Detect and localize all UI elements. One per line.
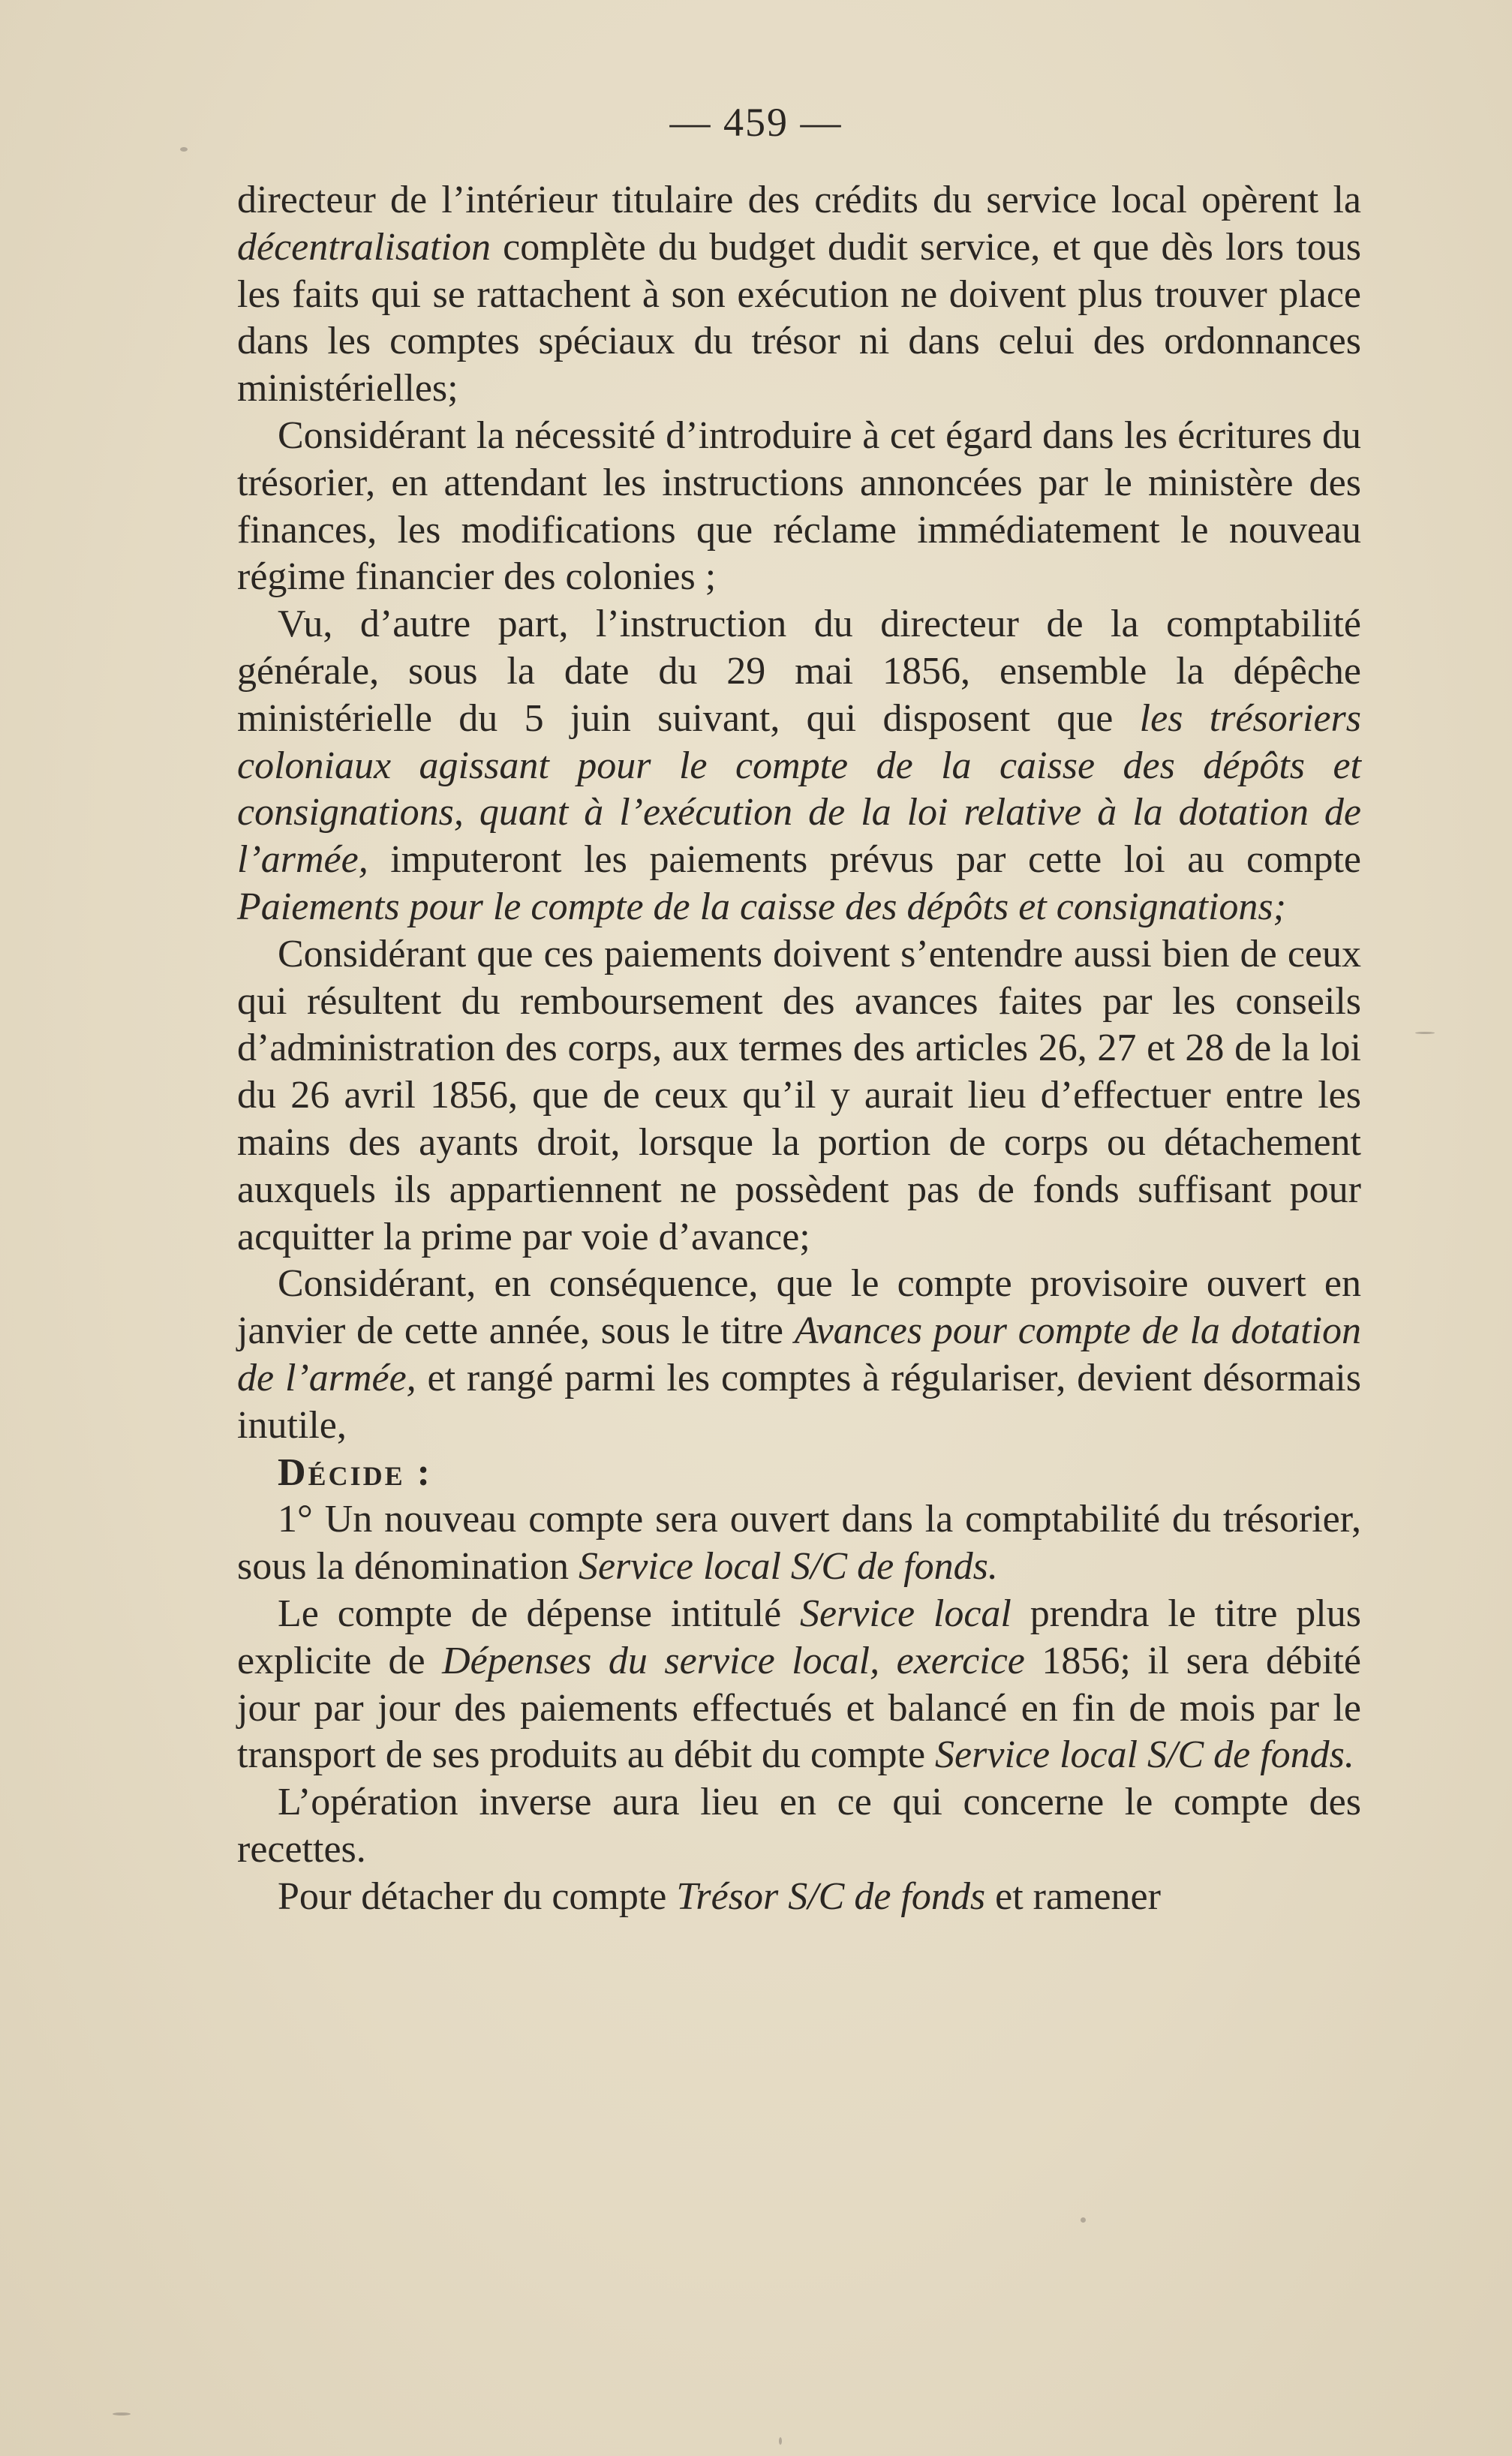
text-run: directeur de l’intérieur titulaire des crédits du service local opèrent la (237, 179, 1361, 221)
text-run: 1856; il sera débité jour par jour des paiements effectués et balancé en fin de mois par le transport de ses produits au débit du compte (237, 1639, 1362, 1777)
paragraph-6 (237, 1496, 1361, 1591)
paragraph-4: Considérant que ces paiements doivent s’entendre aussi bien de ceux qui résultent du remboursement des avances faites par les conseils d’administration des corps, aux termes des articles 26, 27 et 28 de la loi du 26 avril 1856, que de ceux qu’il y aurait lieu d’effectuer entre les mains des ayants droit, lorsque la portion de corps ou détachement auxquels ils appartiennent ne possèdent pas de fonds suffisant pour acquitter la prime par voie d’avance; (237, 932, 1361, 1258)
paper-speck (1081, 2217, 1086, 2223)
text-run: imputeront les paiements prévus par cette loi au compte (368, 838, 1361, 882)
text-run: et rangé parmi les comptes à régulariser, devient désormais inutile, (237, 1356, 1361, 1447)
text-run: prendra le titre plus explicite de (237, 1592, 1361, 1682)
italic-run: Service local S/C de fonds. (578, 1545, 998, 1589)
paper-speck (779, 2437, 782, 2445)
paper-speck (1415, 1032, 1435, 1034)
paragraph-8: L’opération inverse aura lieu en ce qui concerne le compte des recettes. (237, 1781, 1361, 1871)
paper-speck (113, 2412, 131, 2415)
italic-run: décentralisation (237, 225, 491, 269)
paragraph-7 (237, 1591, 1361, 1779)
italic-run: Dépenses du service local, exercice (442, 1639, 1025, 1682)
text-run: Pour détacher du compte (278, 1874, 677, 1918)
paragraph-5 (237, 1261, 1361, 1449)
text-run: et ramener (985, 1874, 1161, 1918)
italic-run: Service local S/C de fonds. (935, 1733, 1354, 1777)
text-run: complète du budget dudit service, et que dès lors tous les faits qui se rattachent à son exécution ne doivent plus trouver place dans les comptes spéciaux du trésor ni dans celui des ordonnances ministérielles; (237, 225, 1361, 410)
body-text (237, 177, 1361, 1920)
italic-run: Trésor S/C de fonds (676, 1874, 986, 1918)
paragraph-2: Considérant la nécessité d’introduire à cet égard dans les écritures du trésorier, en attendant les instructions annoncées par le ministère des finances, les modifications que réclame immédiatement le nouveau régime financier des colonies ; (237, 413, 1361, 599)
text-run: 1° Un nouveau compte sera ouvert dans la comptabilité du trésorier, sous la dénomination (237, 1498, 1361, 1589)
italic-run: Avances pour compte de la dotation de l’armée, (237, 1309, 1361, 1399)
paragraph-9 (237, 1874, 1361, 1921)
paper-speck (180, 147, 188, 152)
paragraph-3 (237, 601, 1361, 931)
page-number: — 459 — (669, 100, 843, 145)
italic-run: Paiements pour le compte de la caisse des dépôts et consignations; (237, 885, 1286, 928)
text-run: Vu, d’autre part, l’instruction du directeur de la comptabilité générale, sous la date du 29 mai 1856, ensemble la dépêche ministérielle du 5 juin suivant, qui disposent que (237, 603, 1361, 740)
italic-run: Service local (800, 1592, 1012, 1635)
decision-heading: Décide : (278, 1450, 432, 1494)
text-run: Considérant, en conséquence, que le compte provisoire ouvert en janvier de cette année, sous le titre (237, 1262, 1361, 1353)
text-run: Le compte de dépense intitulé (278, 1592, 801, 1635)
paragraph-1 (237, 177, 1361, 413)
italic-run: les trésoriers coloniaux agissant pour le compte de la caisse des dépôts et consignations, quant à l’exécution de la loi relative à la dotation de l’armée, (237, 696, 1362, 882)
